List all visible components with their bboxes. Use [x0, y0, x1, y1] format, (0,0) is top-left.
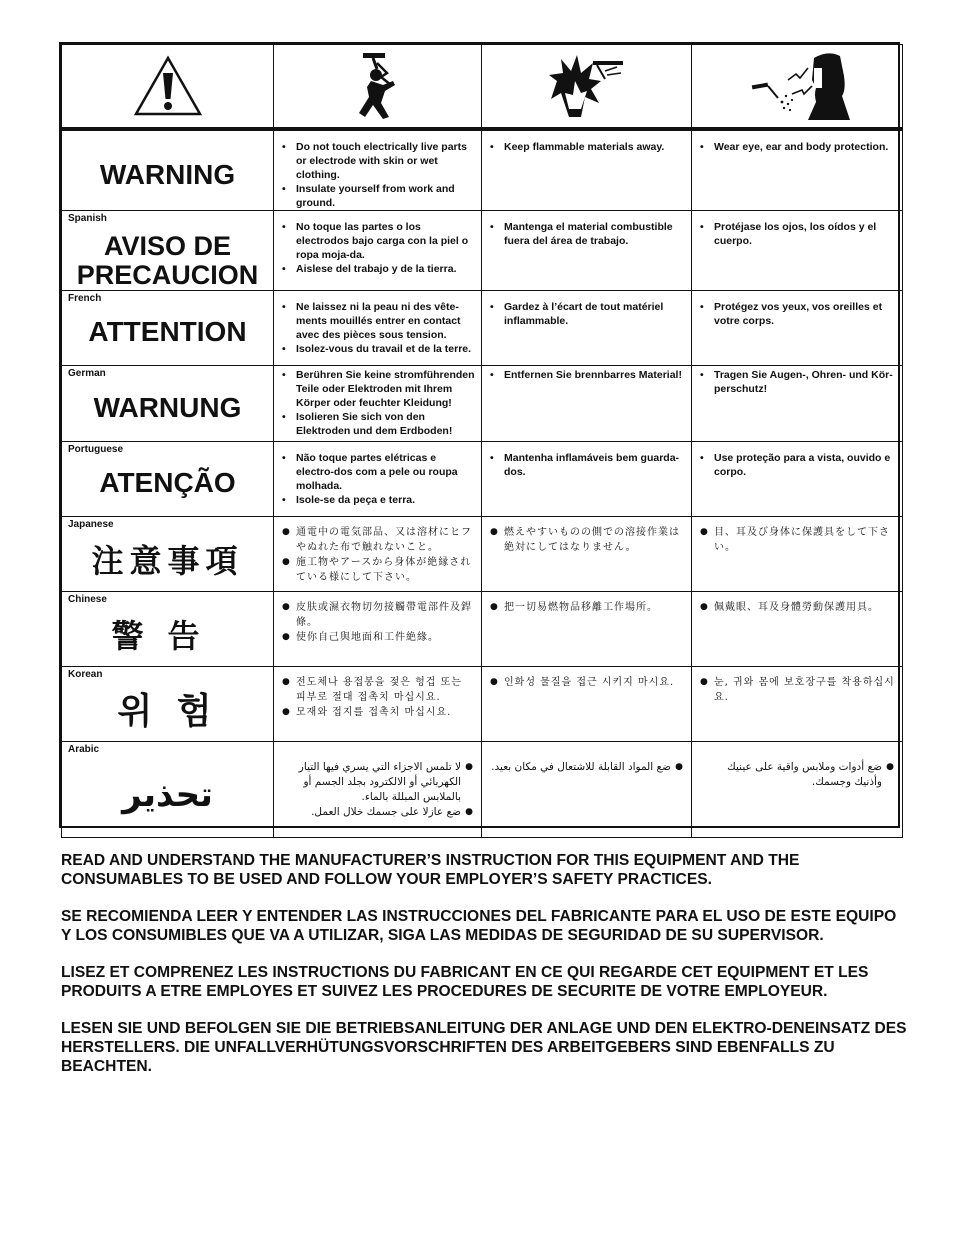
protection-text-1: • Protégez vos yeux, vos oreilles et votre corps.: [700, 300, 896, 328]
fire-text-1: • Keep flammable materials away.: [490, 140, 685, 154]
title-cell: [62, 667, 274, 742]
shock-text-1: • Não toque partes elétricas e electro-dos com a pele ou roupa molhada.: [282, 451, 475, 493]
shock-text-2: • Isole-se da peça e terra.: [282, 493, 475, 507]
language-label: Portuguese: [68, 444, 124, 455]
shock-text-2: ● 使你自己與地面和工件絶緣。: [282, 630, 475, 645]
icon-cell-protection: [692, 45, 903, 130]
icon-row: [62, 45, 903, 130]
shock-text-2: • Isolieren Sie sich von den Elektroden und dem Erdboden!: [282, 410, 475, 438]
icon-cell-fire: [482, 45, 692, 130]
title-cell: [62, 129, 274, 211]
title-cell: [62, 291, 274, 366]
fire-text-cell: [482, 517, 692, 592]
shock-text-1: ● لا تلمس الاجزاء التي يسري فيها التيار الكهربائي أو الالكترود بجلد الجسم أو بالملابس المبللة بالماء.: [280, 760, 473, 805]
protection-text-cell: [692, 592, 903, 667]
note-german: LESEN SIE UND BEFOLGEN SIE DIE BETRIEBSANLEITUNG DER ANLAGE UND DEN ELEKTRO-DENEINSATZ DES HERSTELLERS. DIE UNFALLVERHÜTUNGSVORSCHRIFTEN DES ARBEITGEBERS SIND EBENFALLS ZU BEACHTEN.: [61, 1020, 907, 1075]
row-spanish: [62, 211, 903, 291]
shock-text-1: • Berühren Sie keine stromführenden Teile oder Elektroden mit Ihrem Körper oder feuchter Kleidung!: [282, 368, 475, 410]
shock-text-2: ● 모재와 접지를 접촉치 마십시요.: [282, 705, 475, 720]
row-french: [62, 291, 903, 366]
fire-text-cell: [482, 592, 692, 667]
row-title: WARNING: [99, 158, 236, 190]
language-label: Spanish: [68, 213, 107, 224]
fire-explosion-icon: [547, 51, 627, 121]
row-chinese: [62, 592, 903, 667]
title-cell: [62, 442, 274, 517]
warning-table: [59, 42, 900, 828]
protection-text-1: • Use proteção para a vista, ouvido e corpo.: [700, 451, 896, 479]
shock-text-cell: [274, 291, 482, 366]
protection-text-cell: [692, 742, 903, 838]
shock-text-1: • Do not touch electrically live parts or electrode with skin or wet clothing.: [282, 140, 475, 182]
language-label: Arabic: [68, 744, 100, 755]
protection-text-cell: [692, 129, 903, 211]
shock-text-2: • Aislese del trabajo y de la tierra.: [282, 262, 475, 276]
language-label: Chinese: [68, 594, 107, 605]
fire-text-cell: [482, 667, 692, 742]
shock-text-cell: [274, 592, 482, 667]
fire-text-1: ● ضع المواد القابلة للاشتعال في مكان بعيد.: [488, 760, 683, 775]
title-cell: [62, 517, 274, 592]
fire-text-1: • Mantenga el material combustible fuera del área de trabajo.: [490, 220, 685, 248]
fire-text-cell: [482, 366, 692, 442]
electric-shock-icon: [343, 51, 413, 121]
shock-text-cell: [274, 366, 482, 442]
shock-text-2: ● 施工物やアースから身体が絶縁されている様にして下さい。: [282, 555, 475, 585]
note-spanish: SE RECOMIENDA LEER Y ENTENDER LAS INSTRUCCIONES DEL FABRICANTE PARA EL USO DE ESTE EQUIPO Y LOS CONSUMIBLES QUE VA A UTILIZAR, SIGA LAS MEDIDAS DE SEGURIDAD DE SU SUPERVISOR.: [61, 908, 897, 944]
shock-text-1: ● 皮肤或濕衣物切勿接觸帶電部件及銲條。: [282, 600, 475, 630]
row-german: [62, 366, 903, 442]
note-english: READ AND UNDERSTAND THE MANUFACTURER’S INSTRUCTION FOR THIS EQUIPMENT AND THE CONSUMABLES TO BE USED AND FOLLOW YOUR EMPLOYER’S SAFETY PRACTICES.: [61, 852, 800, 888]
protection-text-cell: [692, 667, 903, 742]
row-title: ATTENTION: [88, 316, 247, 348]
protection-text-cell: [692, 442, 903, 517]
fire-text-1: ● 把一切易燃物品移離工作場所。: [490, 600, 685, 615]
fire-text-1: • Gardez à l’écart de tout matériel inflammable.: [490, 300, 685, 328]
row-korean: [62, 667, 903, 742]
fire-text-cell: [482, 442, 692, 517]
warning-grid: [61, 44, 903, 838]
eye-face-protection-icon: [742, 50, 852, 122]
fire-text-cell: [482, 291, 692, 366]
safety-notes: [61, 851, 907, 1094]
row-title: 위 험: [117, 691, 218, 733]
protection-text-cell: [692, 211, 903, 291]
protection-text-1: ● 佩戴眼、耳及身體勞動保護用具。: [700, 600, 896, 615]
row-title: 警告: [111, 617, 224, 656]
shock-text-2: • Isolez-vous du travail et de la terre.: [282, 342, 475, 356]
fire-text-cell: [482, 129, 692, 211]
icon-cell-warning: [62, 45, 274, 130]
fire-text-cell: [482, 742, 692, 838]
row-title: ATENÇÃO: [99, 467, 236, 499]
language-label: German: [68, 368, 106, 379]
note-french: LISEZ ET COMPRENEZ LES INSTRUCTIONS DU FABRICANT EN CE QUI REGARDE CET EQUIPMENT ET LES PRODUITS A ETRE EMPLOYES ET SUIVEZ LES PROCEDURES DE SECURITE DE VOTRE EMPLOYEUR.: [61, 964, 869, 1000]
row-title: 注意事項: [91, 542, 244, 581]
row-title: AVISO DE PRECAUCION: [76, 231, 259, 290]
fire-text-1: • Entfernen Sie brennbarres Material!: [490, 368, 685, 382]
protection-text-1: ● ضع أدوات وملابس واقية على عينيك وأذنيك وجسمك.: [698, 760, 894, 790]
shock-text-cell: [274, 442, 482, 517]
shock-text-cell: [274, 129, 482, 211]
fire-text-1: • Mantenha inflamáveis bem guarda-dos.: [490, 451, 685, 479]
exclamation-warning-icon: [133, 55, 203, 117]
shock-text-cell: [274, 211, 482, 291]
protection-text-1: • Tragen Sie Augen-, Ohren- und Kör-perschutz!: [700, 368, 896, 396]
title-cell: [62, 366, 274, 442]
shock-text-cell: [274, 517, 482, 592]
row-portuguese: [62, 442, 903, 517]
title-cell: [62, 211, 274, 291]
row-title: WARNUNG: [93, 391, 242, 423]
row-arabic: [62, 742, 903, 838]
language-label: Japanese: [68, 519, 114, 530]
protection-text-cell: [692, 517, 903, 592]
fire-text-1: ● 燃えやすいものの側での溶接作業は絶対にしてはなりません。: [490, 525, 685, 555]
title-cell: [62, 592, 274, 667]
row-title: تحذير: [122, 774, 213, 815]
protection-text-1: • Protéjase los ojos, los oídos y el cuerpo.: [700, 220, 896, 248]
language-label: Korean: [68, 669, 103, 680]
protection-text-1: ● 目、耳及び身体に保護具をして下さい。: [700, 525, 896, 555]
protection-text-1: ● 눈, 귀와 몸에 보호장구를 착용하십시요.: [700, 675, 896, 705]
icon-cell-electric-shock: [274, 45, 482, 130]
row-english: [62, 129, 903, 211]
shock-text-cell: [274, 742, 482, 838]
shock-text-2: • Insulate yourself from work and ground.: [282, 182, 475, 210]
shock-text-1: ● 전도체나 용접봉을 젖은 헝겁 또는 피부로 절대 접촉치 마십시요.: [282, 675, 475, 705]
shock-text-1: ● 通電中の電気部品、又は溶材にヒフやぬれた布で触れないこと。: [282, 525, 475, 555]
shock-text-2: ● ضع عازلا على جسمك خلال العمل.: [280, 805, 473, 820]
shock-text-1: • No toque las partes o los electrodos bajo carga con la piel o ropa moja-da.: [282, 220, 475, 262]
shock-text-cell: [274, 667, 482, 742]
protection-text-cell: [692, 366, 903, 442]
fire-text-1: ● 인화성 물질을 접근 시키지 마시요.: [490, 675, 685, 690]
language-label: French: [68, 293, 102, 304]
title-cell: [62, 742, 274, 838]
row-japanese: [62, 517, 903, 592]
protection-text-cell: [692, 291, 903, 366]
shock-text-1: • Ne laissez ni la peau ni des vête-ments mouillés entrer en contact avec des pièces sous tension.: [282, 300, 475, 342]
fire-text-cell: [482, 211, 692, 291]
protection-text-1: • Wear eye, ear and body protection.: [700, 140, 896, 154]
